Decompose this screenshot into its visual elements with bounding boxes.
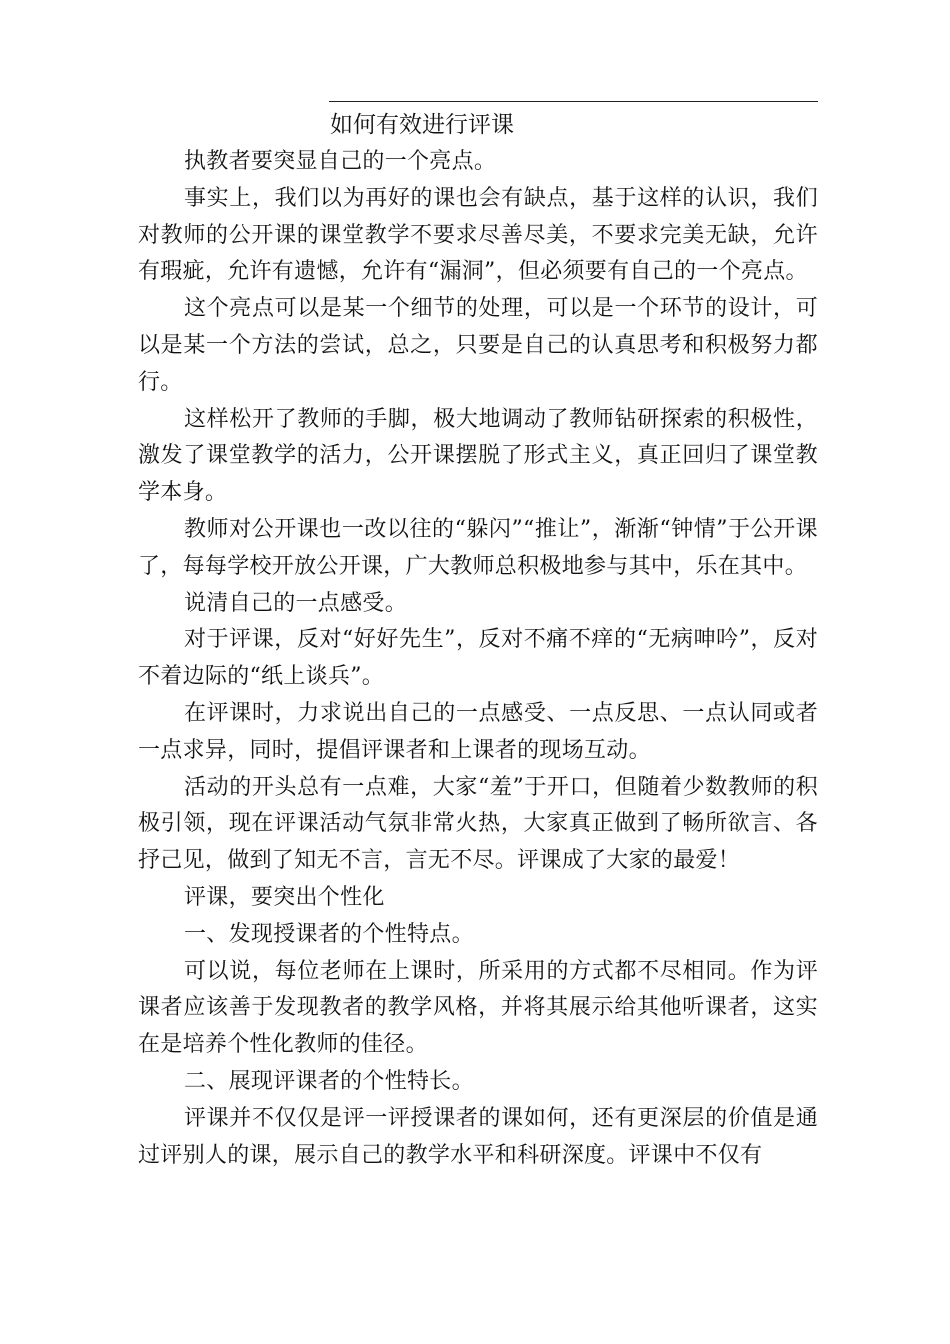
paragraph: 对于评课，反对“好好先生”，反对不痛不痒的“无病呻吟”，反对不着边际的“纸上谈兵”。 xyxy=(138,627,818,690)
paragraph: 可以说，每位老师在上课时，所采用的方式都不尽相同。作为评课者应该善于发现教者的教学风格，并将其展示给其他听课者，这实在是培养个性化教师的佳径。 xyxy=(138,958,818,1058)
paragraph: 活动的开头总有一点难，大家“羞”于开口，但随着少数教师的积极引领，现在评课活动气氛非常火热，大家真正做到了畅所欲言、各抒己见，做到了知无不言，言无不尽。评课成了大家的最爱！ xyxy=(138,774,818,874)
document-title: 如何有效进行评课 xyxy=(330,112,514,138)
paragraph: 执教者要突显自己的一个亮点。 xyxy=(184,149,497,174)
paragraph: 说清自己的一点感受。 xyxy=(184,590,408,616)
paragraph: 这样松开了教师的手脚，极大地调动了教师钻研探索的积极性，激发了课堂教学的活力，公开课摆脱了形式主义，真正回归了课堂教学本身。 xyxy=(138,406,818,506)
paragraph: 这个亮点可以是某一个细节的处理，可以是一个环节的设计，可以是某一个方法的尝试，总之，只要是自己的认真思考和积极努力都行。 xyxy=(138,296,818,395)
document-body xyxy=(138,144,818,1174)
paragraph: 教师对公开课也一改以往的“躲闪”“推让”，渐渐“钟情”于公开课了，每每学校开放公开课，广大教师总积极地参与其中，乐在其中。 xyxy=(138,516,818,579)
paragraph: 事实上，我们以为再好的课也会有缺点，基于这样的认识，我们对教师的公开课的课堂教学不要求尽善尽美，不要求完美无缺，允许有瑕疵，允许有遗憾，允许有“漏洞”，但必须要有自己的一个亮点。 xyxy=(138,185,818,285)
paragraph: 在评课时，力求说出自己的一点感受、一点反思、一点认同或者一点求异，同时，提倡评课者和上课者的现场互动。 xyxy=(138,700,818,763)
paragraph: 评课并不仅仅是评一评授课者的课如何，还有更深层的价值是通过评别人的课，展示自己的教学水平和科研深度。评课中不仅有 xyxy=(138,1105,818,1168)
section-heading: 评课，要突出个性化 xyxy=(184,884,385,910)
header-rule xyxy=(329,101,818,102)
subsection-heading: 一、发现授课者的个性特点。 xyxy=(184,921,474,947)
subsection-heading: 二、展现评课者的个性特长。 xyxy=(184,1068,474,1094)
